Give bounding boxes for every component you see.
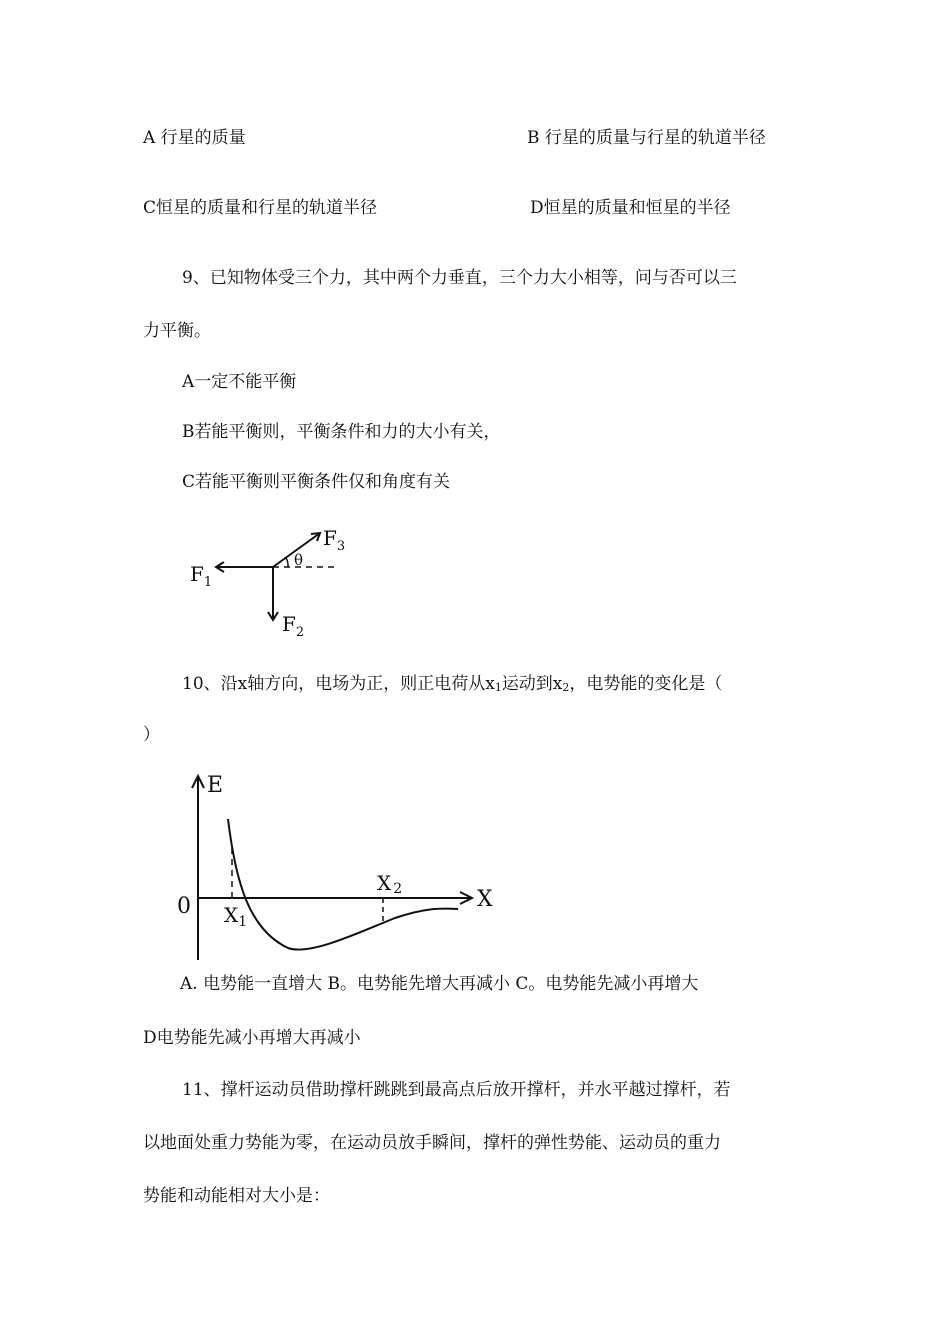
f3-label: $F_3$ (323, 526, 346, 554)
q11-stem-line3: 势能和动能相对大小是： (143, 1186, 330, 1206)
y-axis-label: E (207, 773, 224, 798)
q8-option-c: C恒星的质量和行星的轨道半径 (143, 198, 378, 218)
q9-stem-line2: 力平衡。 (143, 321, 211, 341)
q9-stem-line1: 9、已知物体受三个力，其中两个力垂直，三个力大小相等，问与否可以三 (182, 268, 737, 288)
q8-option-a: A 行星的质量 (143, 128, 246, 148)
origin-label: 0 (177, 894, 191, 919)
q9-option-a: A一定不能平衡 (182, 372, 297, 392)
x1-label: $X_1$ (224, 903, 248, 930)
x2-label: X 2 (377, 871, 403, 897)
f2-label: $F_2$ (282, 612, 305, 640)
energy-curve (228, 819, 458, 950)
q10-options-line1: A. 电势能一直增大 B。电势能先增大再减小 C。电势能先减小再增大 (180, 974, 699, 994)
theta-label: θ (294, 551, 304, 569)
q9-option-b: B若能平衡则，平衡条件和力的大小有关， (182, 422, 501, 442)
q11-stem-line1: 11、撑杆运动员借助撑杆跳跳到最高点后放开撑杆，并水平越过撑杆，若 (182, 1080, 731, 1100)
q11-stem-line2: 以地面处重力势能为零，在运动员放手瞬间，撑杆的弹性势能、运动员的重力 (143, 1133, 721, 1153)
q9-option-c: C若能平衡则平衡条件仅和角度有关 (182, 472, 451, 492)
f1-label: $F_1$ (190, 562, 213, 590)
force-diagram (180, 520, 380, 640)
q10-stem-line1 (182, 673, 722, 699)
q10-options-line2: D电势能先减小再增大再减小 (143, 1028, 361, 1048)
potential-energy-graph (170, 770, 510, 970)
q10-stem-mid: 运动到x (501, 674, 563, 694)
q10-x1-subscript: 1 (494, 681, 502, 694)
angle-arc (286, 558, 288, 567)
q10-stem-post: ，电势能的变化是（ (569, 674, 723, 694)
q10-x2-subscript: 2 (562, 681, 570, 694)
q8-option-b: B 行星的质量与行星的轨道半径 (527, 128, 766, 148)
q10-stem-line2: ） (143, 725, 160, 745)
x-axis-label: X (477, 887, 493, 912)
q10-stem-pre: 10、沿x轴方向，电场为正，则正电荷从x (182, 674, 495, 694)
q8-option-d: D恒星的质量和恒星的半径 (530, 198, 731, 218)
